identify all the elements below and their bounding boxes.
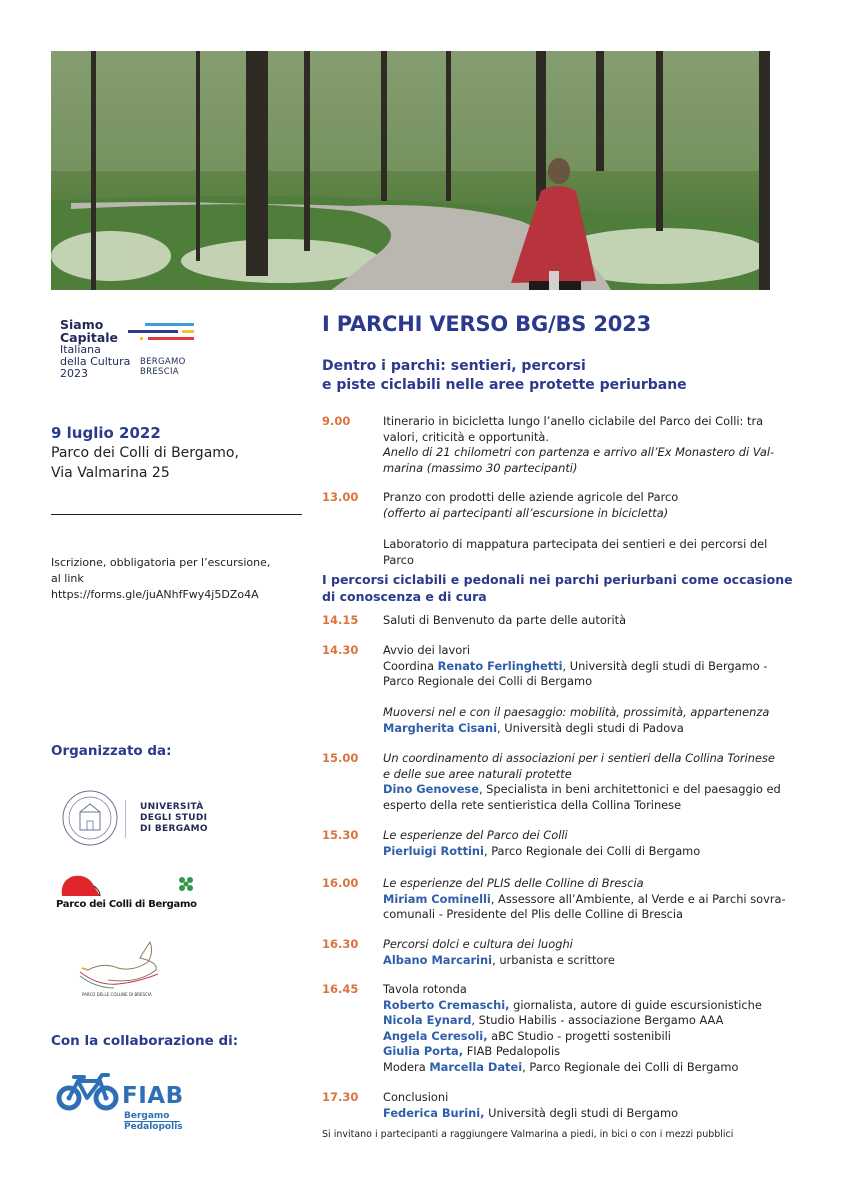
registration-link[interactable]: https://forms.gle/juANhfFwy4j5DZo4A (51, 588, 259, 601)
agenda-time: 15.00 (322, 751, 359, 765)
section-heading: I percorsi ciclabili e pedonali nei parchi periurbani come occasione di conoscenza e di cura (322, 572, 793, 604)
event-date: 9 luglio 2022 (51, 424, 161, 442)
speaker-name: Giulia Porta, (383, 1044, 464, 1058)
speaker-name: Nicola Eynard (383, 1013, 472, 1027)
hedgehog-icon (56, 872, 216, 898)
agenda-time: 14.30 (322, 643, 359, 657)
registration-info: Iscrizione, obbligatoria per l’escursione, al link https://forms.gle/juANhfFwy4j5DZo4A (51, 555, 311, 603)
agenda-time: 9.00 (322, 414, 351, 428)
unibg-name: UNIVERSITÀ DEGLI STUDI DI BERGAMO (140, 802, 208, 834)
speaker-name: Angela Ceresoli, (383, 1028, 488, 1043)
bicycle-icon (56, 1073, 122, 1113)
speaker-name: Renato Ferlinghetti (437, 658, 563, 673)
university-seal-icon (60, 788, 126, 848)
speaker-name: Margherita Cisani (383, 720, 497, 735)
parco-colli-logo: Parco dei Colli di Bergamo (56, 872, 216, 914)
capitale-logo-text: Siamo Capitale Italiana della Cultura 2023 (60, 317, 131, 380)
agenda-time: 14.15 (322, 613, 359, 627)
divider (51, 514, 302, 515)
collaboration-heading: Con la collaborazione di: (51, 1033, 239, 1049)
speaker-name: Albano Marcarini (383, 952, 493, 967)
agenda-time: 16.00 (322, 876, 359, 890)
speaker-name: Marcella Datei (429, 1059, 523, 1074)
event-place: Parco dei Colli di Bergamo, Via Valmarina 25 (51, 445, 239, 481)
page-title: I PARCHI VERSO BG/BS 2023 (322, 312, 651, 336)
fiab-logo: FIAB Bergamo Pedalopolis (56, 1073, 196, 1133)
cyclist-forest-path-photo-icon (51, 51, 770, 290)
organized-by-heading: Organizzato da: (51, 743, 172, 759)
footer-note: Si invitano i partecipanti a raggiungere Valmarina a piedi, in bici o con i mezzi pubblici (322, 1129, 734, 1140)
speaker-name: Federica Burini, (383, 1105, 485, 1120)
agenda-time: 16.30 (322, 937, 359, 951)
speaker-name: Dino Genovese (383, 782, 479, 796)
unibg-logo (60, 788, 240, 848)
agenda-time: 13.00 (322, 490, 359, 504)
agenda-time: 16.45 (322, 982, 359, 996)
speaker-name: Pierluigi Rottini (383, 843, 484, 858)
capitale-cities: BERGAMO BRESCIA (140, 357, 186, 377)
agenda-time: 15.30 (322, 828, 359, 842)
colline-brescia-logo: PARCO DELLE COLLINE DI BRESCIA (78, 940, 168, 1000)
capitale-stripes-icon (128, 322, 200, 344)
bird-icon (78, 940, 168, 992)
agenda-time: 17.30 (322, 1090, 359, 1104)
hero-photo (51, 51, 770, 290)
lombardia-rose-icon (179, 877, 193, 891)
speaker-name: Miriam Cominelli (383, 891, 491, 906)
subtitle: Dentro i parchi: sentieri, percorsi e piste ciclabili nelle aree protette periurbane (322, 358, 687, 393)
speaker-name: Roberto Cremaschi, (383, 997, 510, 1012)
capitale-cultura-logo (60, 318, 260, 388)
